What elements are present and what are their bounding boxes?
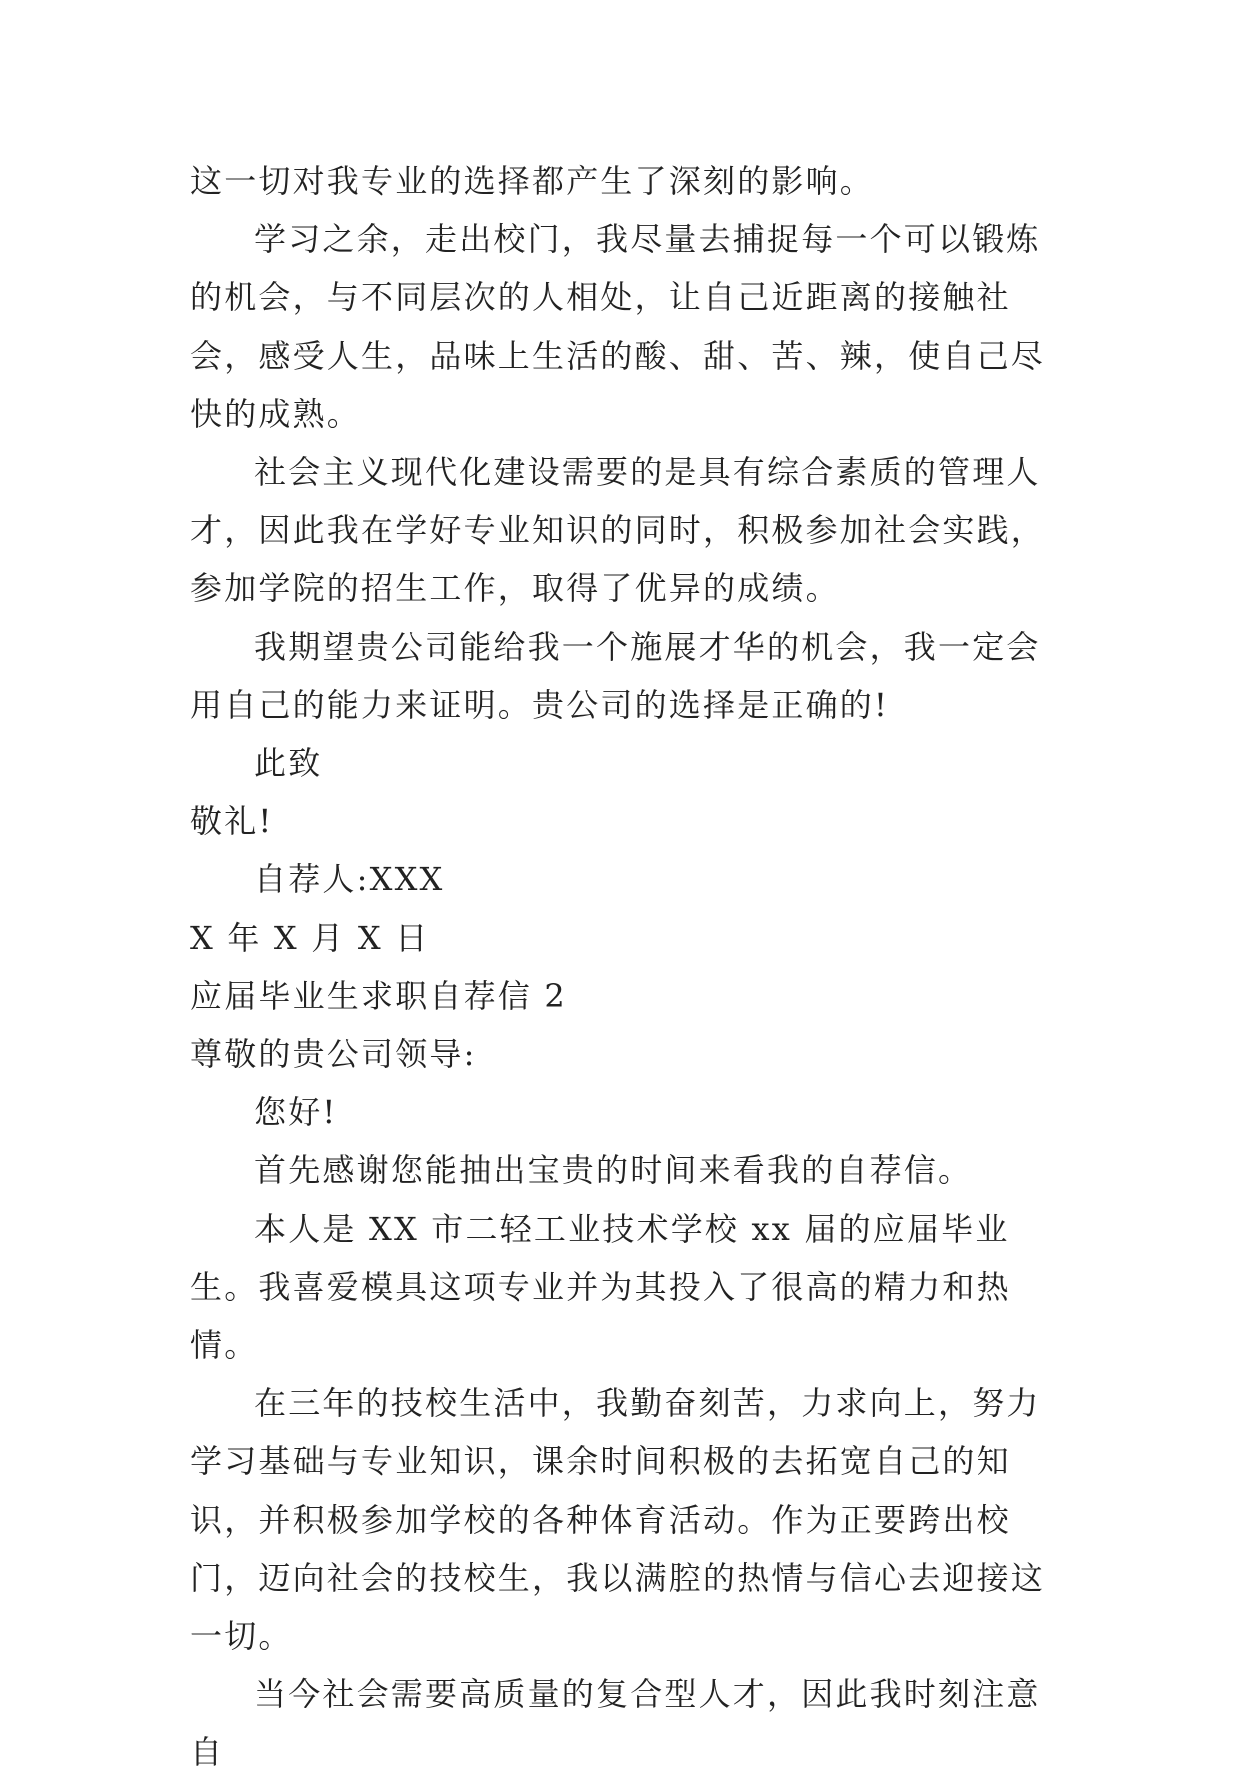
greeting: 尊敬的贵公司领导: xyxy=(190,1035,477,1074)
signature-line: 自荐人:XXX xyxy=(254,860,445,899)
section-title: 应届毕业生求职自荐信 2 xyxy=(190,976,567,1015)
paragraph: 本人是 XX 市二轻工业技术学校 xx 届的应届毕业生。我喜爱模具这项专业并为其投入了很高的精力和热情。 xyxy=(190,1209,1011,1365)
paragraph: 当今社会需要高质量的复合型人才，因此我时刻注意自 xyxy=(190,1675,1041,1772)
paragraph: 首先感谢您能抽出宝贵的时间来看我的自荐信。 xyxy=(254,1151,973,1190)
paragraph: 这一切对我专业的选择都产生了深刻的影响。 xyxy=(190,162,875,200)
paragraph: 我期望贵公司能给我一个施展才华的机会，我一定会用自己的能力来证明。贵公司的选择是正确的! xyxy=(190,627,1041,724)
closing-regards: 敬礼! xyxy=(190,802,274,841)
paragraph: 在三年的技校生活中，我勤奋刻苦，力求向上，努力学习基础与专业知识，课余时间积极的去拓宽自己的知识，并积极参加学校的各种体育活动。作为正要跨出校门，迈向社会的技校生，我以满腔的热情与信心去迎接这一切。 xyxy=(190,1384,1046,1656)
paragraph: 社会主义现代化建设需要的是具有综合素质的管理人才，因此我在学好专业知识的同时，积极参加社会实践，参加学院的招生工作，取得了优异的成绩。 xyxy=(190,453,1046,608)
closing-salutation: 此致 xyxy=(254,744,323,783)
paragraph: 学习之余，走出校门，我尽量去捕捉每一个可以锻炼的机会，与不同层次的人相处，让自己近距离的接触社会，感受人生，品味上生活的酸、甜、苦、辣，使自己尽快的成熟。 xyxy=(190,220,1046,433)
date-line: X 年 X 月 X 日 xyxy=(190,918,430,957)
letter-body xyxy=(190,152,1054,1782)
greeting-hello: 您好! xyxy=(254,1093,338,1132)
